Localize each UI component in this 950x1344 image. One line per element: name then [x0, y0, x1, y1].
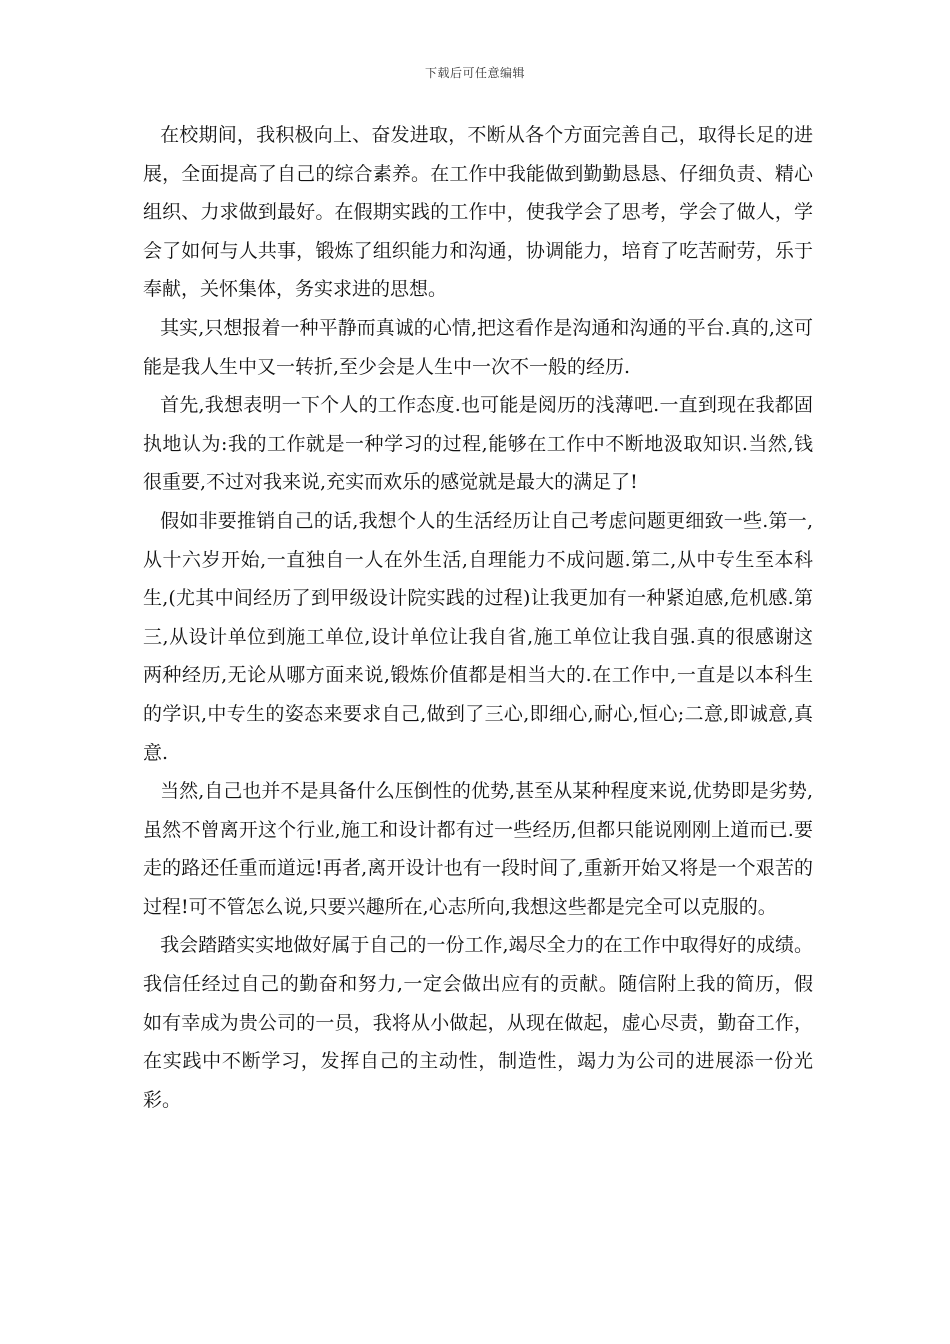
document-body — [143, 116, 813, 1119]
paragraph: 在校期间，我积极向上、奋发进取，不断从各个方面完善自己，取得长足的进展，全面提高了自己的综合素养。在工作中我能做到勤勤恳恳、仔细负责、精心组织、力求做到最好。在假期实践的工作中，使我学会了思考，学会了做人，学会了如何与人共事，锻炼了组织能力和沟通，协调能力，培育了吃苦耐劳，乐于奉献，关怀集体，务实求进的思想。 — [143, 124, 813, 301]
paragraph: 我会踏踏实实地做好属于自己的一份工作,竭尽全力的在工作中取得好的成绩。我信任经过自己的勤奋和努力,一定会做出应有的贡献。随信附上我的简历，假如有幸成为贵公司的一员，我将从小做起，从现在做起，虚心尽责，勤奋工作，在实践中不断学习，发挥自己的主动性，制造性，竭力为公司的进展添一份光彩。 — [143, 934, 813, 1111]
paragraph: 首先,我想表明一下个人的工作态度.也可能是阅历的浅薄吧.一直到现在我都固执地认为:我的工作就是一种学习的过程,能够在工作中不断地汲取知识.当然,钱很重要,不过对我来说,充实而欢乐的感觉就是最大的满足了! — [143, 394, 813, 494]
paragraph: 其实,只想报着一种平静而真诚的心情,把这看作是沟通和沟通的平台.真的,这可能是我人生中又一转折,至少会是人生中一次不一般的经历. — [143, 316, 813, 378]
paragraph: 当然,自己也并不是具备什么压倒性的优势,甚至从某种程度来说,优势即是劣势,虽然不曾离开这个行业,施工和设计都有过一些经历,但都只能说刚刚上道而已.要走的路还任重而道远!再者,离开设计也有一段时间了,重新开始又将是一个艰苦的过程!可不管怎么说,只要兴趣所在,心志所向,我想这些都是完全可以克服的。 — [143, 780, 813, 918]
page-header: 下载后可任意编辑 — [424, 66, 525, 80]
paragraph: 假如非要推销自己的话,我想个人的生活经历让自己考虑问题更细致一些.第一,从十六岁开始,一直独自一人在外生活,自理能力不成问题.第二,从中专生至本科生,(尤其中间经历了到甲级设计院实践的过程)让我更加有一种紧迫感,危机感.第三,从设计单位到施工单位,设计单位让我自省,施工单位让我自强.真的很感谢这两种经历,无论从哪方面来说,锻炼价值都是相当大的.在工作中,一直是以本科生的学识,中专生的姿态来要求自己,做到了三心,即细心,耐心,恒心;二意,即诚意,真意. — [143, 509, 813, 764]
